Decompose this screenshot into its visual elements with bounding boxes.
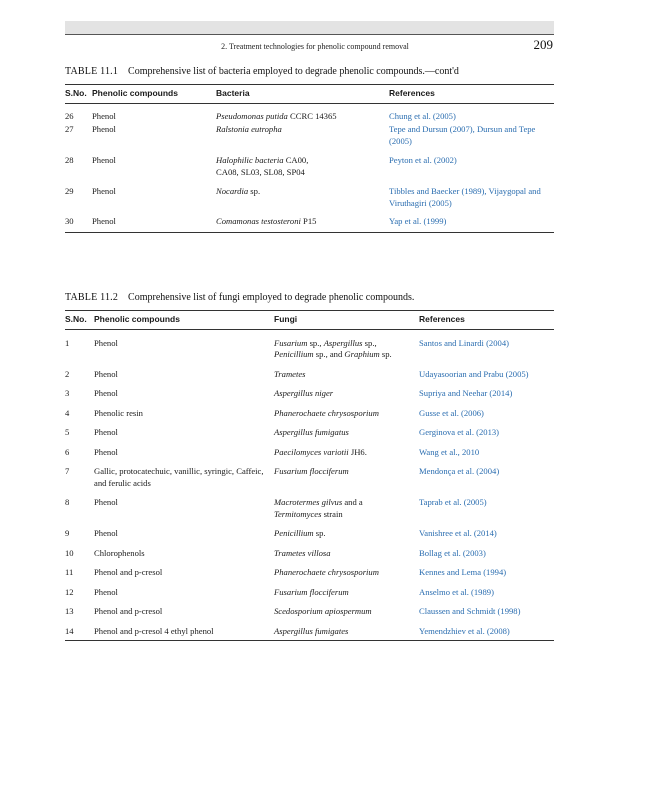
table2-caption [65, 292, 414, 303]
running-head: 2. Treatment technologies for phenolic compound removal [221, 42, 409, 51]
row-fungi [274, 520, 419, 540]
fungi-name: Penicillium [274, 349, 314, 359]
row-sno: 29 [65, 186, 74, 196]
fungi-text: sp. [379, 349, 392, 359]
row-fungi: Aspergillus niger [274, 388, 334, 398]
table1-header-row [65, 85, 554, 104]
table2 [65, 310, 554, 641]
row-sno: 4 [65, 407, 70, 418]
row-sno: 2 [65, 368, 70, 379]
row-compound: Phenol [92, 186, 116, 196]
fungi-name: Penicillium [274, 528, 314, 538]
row-fungi [274, 439, 419, 459]
row-compound: Phenol [94, 528, 118, 538]
row-compound: Phenol [92, 209, 216, 232]
fungi-text: JH6. [348, 446, 367, 457]
row-compound: Phenol and p-cresol [94, 606, 163, 616]
page-number: 209 [533, 37, 553, 52]
table-row [65, 439, 554, 459]
row-fungi: Phanerochaete chrysosporium [274, 567, 379, 577]
fungi-name: Termitomyces [274, 508, 322, 519]
fungi-text: sp. [313, 528, 326, 538]
row-compound: Phenol [94, 427, 118, 437]
table2-col-fungi: Fungi [274, 311, 419, 330]
organism-extra: P15 [300, 216, 317, 226]
organism-name: Pseudomonas putida [216, 110, 288, 121]
row-compound: Phenol [94, 446, 118, 457]
row-compound: Phenol [94, 388, 118, 398]
row-compound: Phenol and p-cresol 4 ethyl phenol [94, 618, 274, 641]
table-row [65, 103, 554, 122]
table-row [65, 598, 554, 618]
row-compound: Phenol [94, 337, 118, 348]
row-reference-link[interactable]: Taprab et al. (2005) [419, 497, 487, 507]
table-row [65, 520, 554, 540]
row-sno: 1 [65, 337, 70, 348]
row-organism [216, 178, 389, 209]
fungi-name: Fusarium [274, 337, 308, 348]
row-compound: Phenol [94, 497, 118, 507]
row-reference-link[interactable]: Peyton et al. (2002) [389, 155, 457, 165]
row-fungi: Aspergillus fumigatus [274, 427, 349, 437]
row-reference-link[interactable]: Santos and Linardi (2004) [419, 337, 509, 348]
table-row [65, 122, 554, 147]
row-organism [216, 209, 389, 232]
table-row [65, 366, 554, 381]
table2-col-compound: Phenolic compounds [94, 311, 274, 330]
row-compound: Phenol [94, 368, 118, 379]
row-sno: 6 [65, 446, 70, 457]
row-compound: Phenol [94, 586, 118, 597]
row-sno: 7 [65, 466, 70, 476]
table-row [65, 147, 554, 178]
organism-extra: CA00, [283, 155, 309, 165]
row-reference-link[interactable]: Vanishree et al. (2014) [419, 528, 497, 538]
row-compound: Phenol and p-cresol [94, 567, 163, 577]
row-reference-link[interactable]: Chung et al. (2005) [389, 110, 456, 121]
table-row [65, 618, 554, 641]
row-compound: Phenol [92, 124, 116, 134]
row-sno: 11 [65, 567, 74, 577]
row-reference-link[interactable]: Tibbles and Baecker (1989), Vijaygopal and Viruthagiri (2005) [389, 186, 541, 208]
row-sno: 8 [65, 497, 70, 507]
organism-extra: CCRC 14365 [287, 110, 337, 121]
table1-col-compound: Phenolic compounds [92, 85, 216, 104]
header-bar [65, 21, 554, 34]
row-sno: 5 [65, 427, 70, 437]
row-compound: Phenol [92, 155, 116, 165]
row-sno: 30 [65, 209, 92, 232]
row-sno: 14 [65, 618, 94, 641]
fungi-text: sp., and [313, 349, 345, 359]
table-row [65, 540, 554, 560]
fungi-text: strain [321, 508, 343, 519]
table1-caption [65, 66, 459, 77]
row-sno: 3 [65, 388, 70, 398]
fungi-text: sp., [307, 337, 324, 348]
table1-col-sno: S.No. [65, 85, 92, 104]
row-sno: 10 [65, 547, 74, 558]
row-reference-link[interactable]: Bollag et al. (2003) [419, 547, 486, 558]
row-reference-link[interactable]: Yemendzhiev et al. (2008) [419, 618, 554, 641]
row-sno: 13 [65, 606, 74, 616]
table2-header-row [65, 311, 554, 330]
row-reference-link[interactable]: Mendonça et al. (2004) [419, 466, 500, 476]
row-sno: 26 [65, 110, 74, 121]
row-compound: Phenolic resin [94, 407, 143, 418]
fungi-name: Macrotermes gilvus [274, 497, 343, 507]
organism-name: Comamonas testosteroni [216, 216, 301, 226]
table2-title: Comprehensive list of fungi employed to degrade phenolic compounds. [128, 292, 415, 303]
table-row [65, 209, 554, 232]
table1-col-references: References [389, 85, 554, 104]
row-reference-link[interactable]: Gusse et al. (2006) [419, 407, 484, 418]
table2-col-sno: S.No. [65, 311, 94, 330]
row-reference-link[interactable]: Wang et al., 2010 [419, 446, 480, 457]
table-row [65, 579, 554, 599]
row-reference-link[interactable]: Gerginova et al. (2013) [419, 427, 500, 437]
row-fungi [274, 489, 419, 520]
row-reference-link[interactable]: Supriya and Neehar (2014) [419, 388, 513, 398]
row-fungi: Fusarium flocciferum [274, 466, 349, 476]
table-row [65, 458, 554, 489]
row-reference-link[interactable]: Udayasoorian and Prabu (2005) [419, 368, 529, 379]
fungi-text: sp., [362, 337, 377, 348]
row-sno: 9 [65, 528, 70, 538]
row-reference-link[interactable]: Tepe and Dursun (2007), Dursun and Tepe (2005) [389, 124, 536, 146]
table-row [65, 380, 554, 400]
table-row [65, 178, 554, 209]
header-rule [65, 34, 554, 35]
table1-col-organism: Bacteria [216, 85, 389, 104]
row-fungi: Trametes villosa [274, 547, 331, 558]
row-reference-link[interactable]: Yap et al. (1999) [389, 209, 554, 232]
row-sno: 12 [65, 586, 74, 597]
table2-col-references: References [419, 311, 554, 330]
row-compound: Phenol [92, 110, 116, 121]
row-fungi [274, 329, 419, 366]
table-row [65, 400, 554, 420]
organism-name: Nocardia [216, 186, 249, 196]
row-sno: 27 [65, 124, 74, 134]
row-fungi: Phanerochaete chrysosporium [274, 407, 379, 418]
table-row [65, 419, 554, 439]
row-organism [216, 147, 389, 178]
row-sno: 28 [65, 155, 74, 165]
organism-extra: sp. [248, 186, 261, 196]
table2-label: TABLE 11.2 [65, 292, 119, 303]
row-fungi: Trametes [274, 368, 306, 379]
table1 [65, 84, 554, 233]
row-organism [216, 122, 389, 147]
row-reference-link[interactable]: Anselmo et al. (1989) [419, 586, 494, 597]
organism-name: Ralstonia eutropha [216, 124, 282, 134]
table-row [65, 329, 554, 366]
table1-title: Comprehensive list of bacteria employed to degrade phenolic compounds.—cont'd [128, 66, 459, 77]
fungi-name: Graphium [344, 349, 380, 359]
row-reference-link[interactable]: Claussen and Schmidt (1998) [419, 606, 521, 616]
organism-strains: CA08, SL03, SL08, SP04 [216, 166, 305, 177]
fungi-name: Aspergillus [323, 337, 363, 348]
table-row [65, 489, 554, 520]
table1-label: TABLE 11.1 [65, 66, 119, 77]
row-fungi: Aspergillus fumigates [274, 618, 419, 641]
row-reference-link[interactable]: Kennes and Lema (1994) [419, 567, 507, 577]
fungi-name: Paecilomyces variotii [274, 446, 349, 457]
fungi-text: and a [342, 497, 363, 507]
row-organism [216, 103, 389, 122]
row-fungi: Scedosporium apiospermum [274, 606, 372, 616]
organism-name: Halophilic bacteria [216, 155, 284, 165]
row-compound: Chlorophenols [94, 547, 145, 558]
row-compound: Gallic, protocatechuic, vanillic, syringic, Caffeic, and ferulic acids [94, 466, 264, 488]
row-fungi: Fusarium flocciferum [274, 586, 349, 597]
table-row [65, 559, 554, 579]
